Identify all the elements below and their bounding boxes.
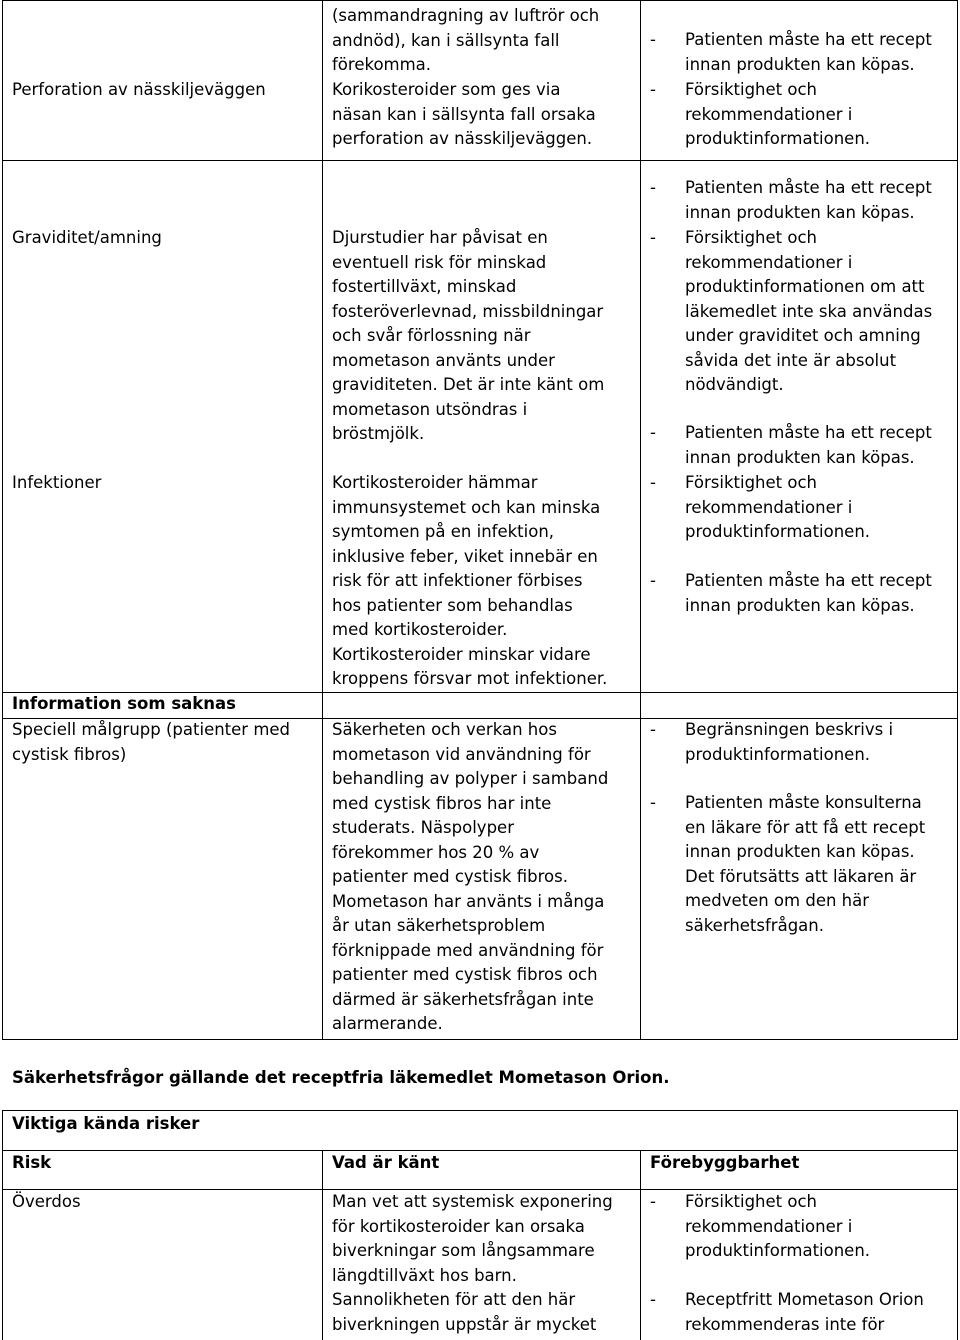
- measure-infections-1: Patienten måste ha ett recept innan produkten kan köpas.: [685, 423, 932, 467]
- risk-overdose: Överdos: [12, 1192, 81, 1211]
- table1-col-divider-2: [640, 0, 641, 1040]
- table1-row-divider-top: [2, 0, 958, 1]
- section-missing-info-heading: Information som saknas: [12, 694, 236, 713]
- measure-pregnancy-1: Patienten måste ha ett recept innan produkten kan köpas.: [685, 178, 932, 222]
- risk-infections: Infektioner: [12, 473, 102, 492]
- bullet-dash: -: [650, 423, 656, 442]
- description-pregnancy: Djurstudier har påvisat en eventuell risk för minskad fostertillväxt, minskad fosteröverlevnad, missbildningar och svår förlossning när mometason använts under graviditeten. Det är inte känt om mometason utsöndras i bröstmjölk.: [332, 228, 605, 443]
- table1-bottom-border: [2, 1039, 958, 1040]
- description-overdose: Man vet att systemisk exponering för kortikosteroider kan orsaka biverkningar som långsammare längdtillväxt hos barn. Sannolikheten för att den här biverkningen uppstår är mycket: [332, 1192, 613, 1334]
- section-heading-otc: Säkerhetsfrågor gällande det receptfria läkemedlet Mometason Orion.: [12, 1068, 670, 1087]
- table2-col-divider-1: [322, 1150, 323, 1340]
- bullet-dash: -: [650, 720, 656, 739]
- header-known: Vad är känt: [332, 1153, 440, 1172]
- bullet-dash: -: [650, 1192, 656, 1211]
- table2-title: Viktiga kända risker: [12, 1114, 200, 1133]
- table1-right-border: [957, 0, 958, 1040]
- measure-infections-2: Försiktighet och rekommendationer i produktinformationen.: [685, 473, 871, 541]
- bullet-dash: -: [650, 793, 656, 812]
- bullet-dash: -: [650, 80, 656, 99]
- table1-col-divider-1: [322, 0, 323, 1040]
- bullet-dash: -: [650, 571, 656, 590]
- measure-infections-3: Patienten måste ha ett recept innan produkten kan köpas.: [685, 571, 932, 615]
- bullet-dash: -: [650, 30, 656, 49]
- table1-left-border: [2, 0, 3, 1040]
- measure-pregnancy-2: Försiktighet och rekommendationer i produktinformationen om att läkemedlet inte ska användas under graviditet och amning såvida det inte är absolut nödvändigt.: [685, 228, 933, 394]
- measure-cystic-fibrosis-1: Begränsningen beskrivs i produktinformationen.: [685, 720, 894, 764]
- description-infections: Kortikosteroider hämmar immunsystemet och kan minska symtomen på en infektion, inklusive feber, viket innebär en risk för att infektioner förbises hos patienter som behandlas med kortikosteroider. Kortikosteroider minskar vidare kroppens försvar mot infektioner.: [332, 473, 608, 688]
- header-prevent: Förebyggbarhet: [650, 1153, 800, 1172]
- table2-left-border: [2, 1110, 3, 1340]
- measure-overdose-2: Receptfritt Mometason Orion rekommenderas inte för: [685, 1290, 924, 1334]
- bullet-dash: -: [650, 1290, 656, 1309]
- measure-perforation-2: Försiktighet och rekommendationer i produktinformationen.: [685, 80, 871, 148]
- description-cystic-fibrosis: Säkerheten och verkan hos mometason vid användning för behandling av polyper i samband med cystisk fibros har inte studerats. Näspolyper förekommer hos 20 % av patienter med cystisk fibros. Mometason har använts i många år utan säkerhetsproblem förknippade med användning för patienter med cystisk fibros och därmed är säkerhetsfrågan inte alarmerande.: [332, 720, 609, 1033]
- risk-cystic-fibrosis: Speciell målgrupp (patienter med cystisk fibros): [12, 720, 291, 764]
- table2-col-divider-2: [640, 1150, 641, 1340]
- description-perforation: Korikosteroider som ges via näsan kan i sällsynta fall orsaka perforation av nässkiljeväggen.: [332, 80, 596, 148]
- bullet-dash: -: [650, 228, 656, 247]
- risk-pregnancy: Graviditet/amning: [12, 228, 162, 247]
- header-risk: Risk: [12, 1153, 52, 1172]
- measure-cystic-fibrosis-2: Patienten måste konsulterna en läkare för att få ett recept innan produkten kan köpas. Det förutsätts att läkaren är medveten om den här säkerhetsfrågan.: [685, 793, 926, 935]
- measure-overdose-1: Försiktighet och rekommendationer i produktinformationen.: [685, 1192, 871, 1260]
- table2-right-border: [957, 1110, 958, 1340]
- bullet-dash: -: [650, 178, 656, 197]
- bullet-dash: -: [650, 473, 656, 492]
- risk-perforation: Perforation av nässkiljeväggen: [12, 80, 266, 99]
- measure-perforation-1: Patienten måste ha ett recept innan produkten kan köpas.: [685, 30, 932, 74]
- table1-row-divider-1: [2, 160, 958, 161]
- continued-description: (sammandragning av luftrör och andnöd), kan i sällsynta fall förekomma.: [332, 6, 600, 74]
- table2-top-border: [2, 1110, 958, 1111]
